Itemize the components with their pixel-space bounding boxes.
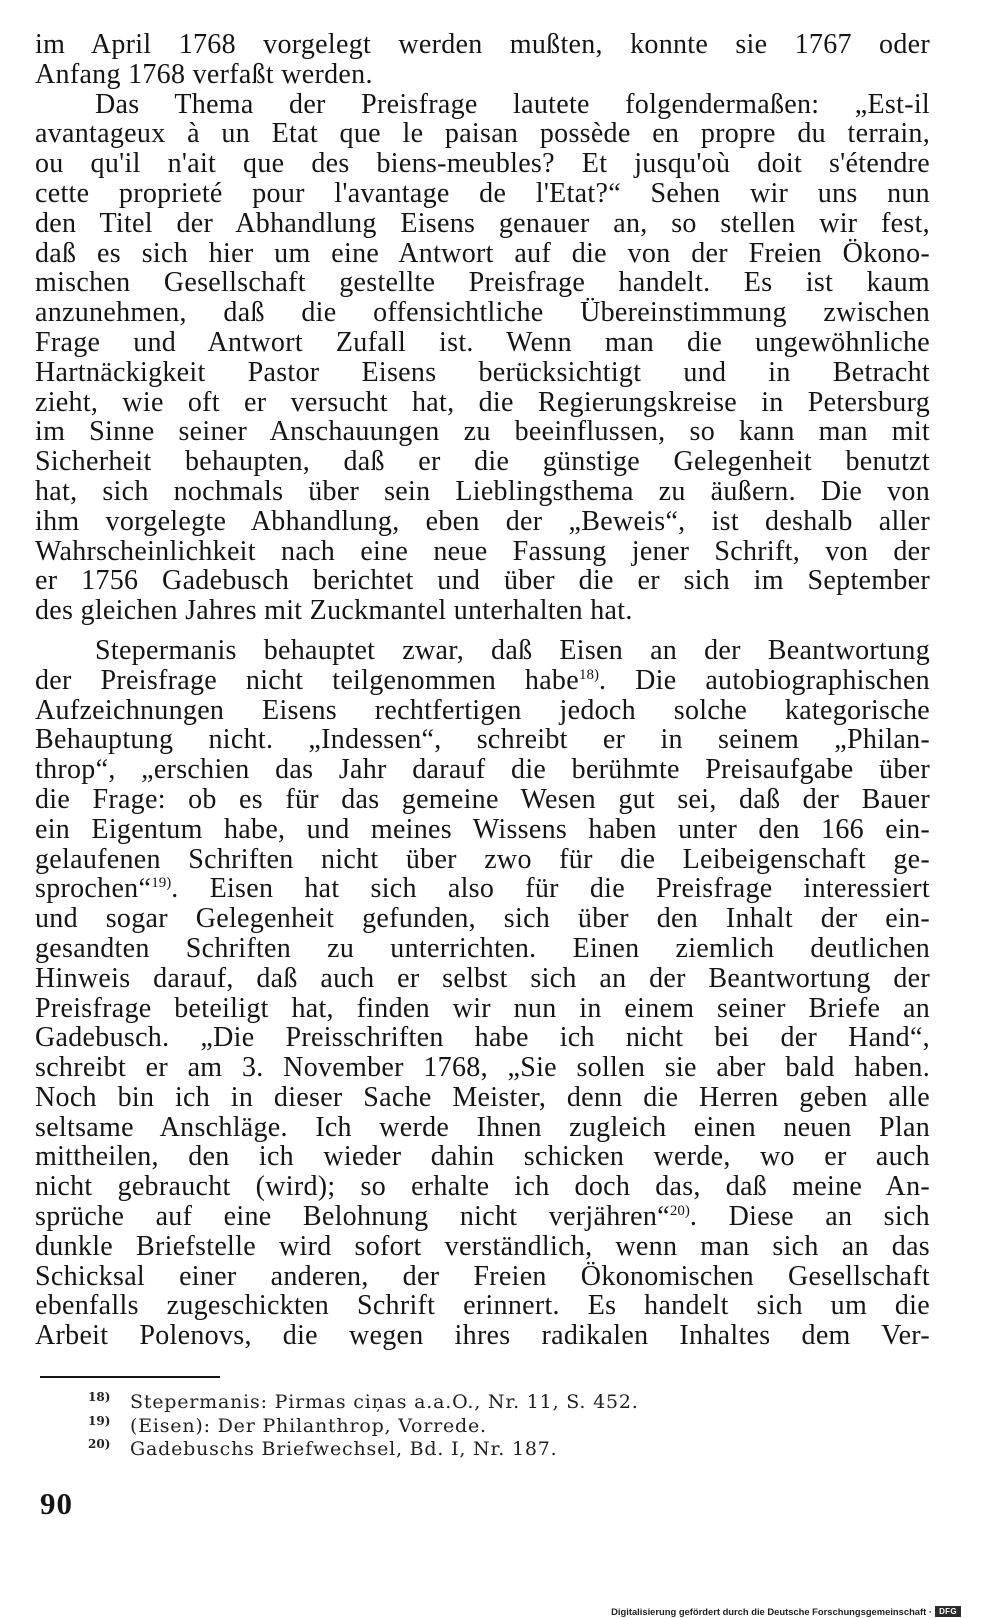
text-line: Hinweis darauf, daß auch er selbst sich an der Beantwortung der xyxy=(35,962,930,994)
text-line: nicht gebraucht (wird); so erhalte ich doch das, daß meine An- xyxy=(35,1171,930,1203)
footnote: 19) (Eisen): Der Philanthrop, Vorrede. xyxy=(88,1413,487,1437)
footnote: 18) Stepermanis: Pirmas ciņas a.a.O., Nr. 11, S. 452. xyxy=(88,1390,639,1413)
text-line: gelaufenen Schriften nicht über zwo für die Leibeigenschaft ge- xyxy=(35,843,930,875)
text-segment: der Preisfrage nicht teilgenommen habe xyxy=(35,664,579,696)
text-line: daß es sich hier um eine Antwort auf die von der Freien Ökono- xyxy=(35,237,930,269)
text-line: schreibt er am 3. November 1768, „Sie sollen sie aber bald haben. xyxy=(35,1052,930,1084)
text-line: Schicksal einer anderen, der Freien Ökonomischen Gesellschaft xyxy=(35,1260,930,1292)
text-line: Preisfrage beteiligt hat, finden wir nun in einem seiner Briefe an xyxy=(35,992,930,1024)
footnote-reference: 18) xyxy=(578,666,599,683)
text-line: Das Thema der Preisfrage lautete folgendermaßen: „Est-il xyxy=(95,88,930,120)
footnote-text: (Eisen): Der Philanthrop, Vorrede. xyxy=(130,1414,487,1437)
text-line: und sogar Gelegenheit gefunden, sich über den Inhalt der ein- xyxy=(35,903,930,935)
text-line: im Sinne seiner Anschauungen zu beeinflussen, so kann man mit xyxy=(35,416,930,448)
text-line: zieht, wie oft er versucht hat, die Regierungskreise in Petersburg xyxy=(35,386,930,418)
footnote-text: Stepermanis: Pirmas ciņas a.a.O., Nr. 11, S. 452. xyxy=(130,1391,639,1413)
text-line: Anfang 1768 verfaßt werden. xyxy=(35,58,373,90)
text-line: Gadebusch. „Die Preisschriften habe ich nicht bei der Hand“, xyxy=(35,1022,930,1054)
text-line: cette proprieté pour l'avantage de l'Etat?“ Sehen wir uns nun xyxy=(35,177,930,209)
text-line: im April 1768 vorgelegt werden mußten, konnte sie 1767 oder xyxy=(35,29,930,60)
text-line: er 1756 Gadebusch berichtet und über die er sich im September xyxy=(35,565,930,597)
text-segment: . Diese an sich xyxy=(689,1201,930,1233)
text-line: Sicherheit behaupten, daß er die günstige Gelegenheit benutzt xyxy=(35,446,930,478)
paragraph xyxy=(35,636,930,1351)
footnote-reference: 20) xyxy=(669,1203,690,1220)
footnote: 20) Gadebuschs Briefwechsel, Bd. I, Nr. 187. xyxy=(88,1437,558,1460)
dfg-logo: DFG xyxy=(935,1606,961,1617)
text-line: anzunehmen, daß die offensichtliche Übereinstimmung zwischen xyxy=(35,297,930,329)
text-line: Frage und Antwort Zufall ist. Wenn man die ungewöhnliche xyxy=(35,326,930,358)
text-line: des gleichen Jahres mit Zuckmantel unterhalten hat. xyxy=(35,595,633,627)
footnote-reference: 19) xyxy=(151,875,172,892)
body-text xyxy=(35,30,930,1351)
text-line: Stepermanis behauptet zwar, daß Eisen an der Beantwortung xyxy=(95,634,930,666)
paragraph xyxy=(35,90,930,626)
text-line xyxy=(35,874,930,904)
text-segment: sprochen“ xyxy=(35,873,152,905)
text-line: ou qu'il n'ait que des biens-meubles? Et jusqu'où doit s'étendre xyxy=(35,148,930,180)
text-line: seltsame Anschläge. Ich werde Ihnen zugleich einen neuen Plan xyxy=(35,1111,930,1143)
text-line: dunkle Briefstelle wird sofort verständlich, wenn man sich an das xyxy=(35,1230,930,1262)
text-segment: . Eisen hat sich also für die Preisfrage interessiert xyxy=(171,873,930,905)
text-line: throp“, „erschien das Jahr darauf die berühmte Preisaufgabe über xyxy=(35,754,930,786)
text-line: die Frage: ob es für das gemeine Wesen gut sei, daß der Bauer xyxy=(35,783,930,815)
text-line: avantageux à un Etat que le paisan possède en propre du terrain, xyxy=(35,118,930,150)
text-line xyxy=(35,666,930,696)
footnotes xyxy=(88,1391,888,1462)
text-line: mischen Gesellschaft gestellte Preisfrage handelt. Es ist kaum xyxy=(35,267,930,299)
footnote-separator xyxy=(40,1376,220,1378)
text-line: Arbeit Polenovs, die wegen ihres radikalen Inhaltes dem Ver- xyxy=(35,1320,930,1352)
text-line: hat, sich nochmals über sein Lieblingsthema zu äußern. Die von xyxy=(35,475,930,507)
text-line xyxy=(35,1202,930,1232)
text-line: ihm vorgelegte Abhandlung, eben der „Beweis“, ist deshalb aller xyxy=(35,505,930,537)
text-line: den Titel der Abhandlung Eisens genauer an, so stellen wir fest, xyxy=(35,207,930,239)
text-line: mittheilen, den ich wieder dahin schicken werde, wo er auch xyxy=(35,1141,930,1173)
paragraph xyxy=(35,30,930,90)
text-line: Behauptung nicht. „Indessen“, schreibt er in seinem „Philan- xyxy=(35,724,930,756)
text-line: gesandten Schriften zu unterrichten. Einen ziemlich deutlichen xyxy=(35,932,930,964)
text-line: ebenfalls zugeschickten Schrift erinnert. Es handelt sich um die xyxy=(35,1290,930,1322)
text-segment: . Die autobiographischen xyxy=(598,664,930,696)
text-line: Aufzeichnungen Eisens rechtfertigen jedoch solche kategorische xyxy=(35,694,930,726)
text-segment: sprüche auf eine Belohnung nicht verjähren“ xyxy=(35,1201,670,1233)
footnote-text: Gadebuschs Briefwechsel, Bd. I, Nr. 187. xyxy=(130,1438,558,1460)
digitization-credit: Digitalisierung gefördert durch die Deutsche Forschungsgemeinschaft · xyxy=(611,1606,932,1617)
text-line: ein Eigentum habe, und meines Wissens haben unter den 166 ein- xyxy=(35,813,930,845)
text-line: Hartnäckigkeit Pastor Eisens berücksichtigt und in Betracht xyxy=(35,356,930,388)
text-line: Noch bin ich in dieser Sache Meister, denn die Herren geben alle xyxy=(35,1081,930,1113)
text-line: Wahrscheinlichkeit nach eine neue Fassung jener Schrift, von der xyxy=(35,535,930,567)
page-number: 90 xyxy=(40,1486,73,1521)
